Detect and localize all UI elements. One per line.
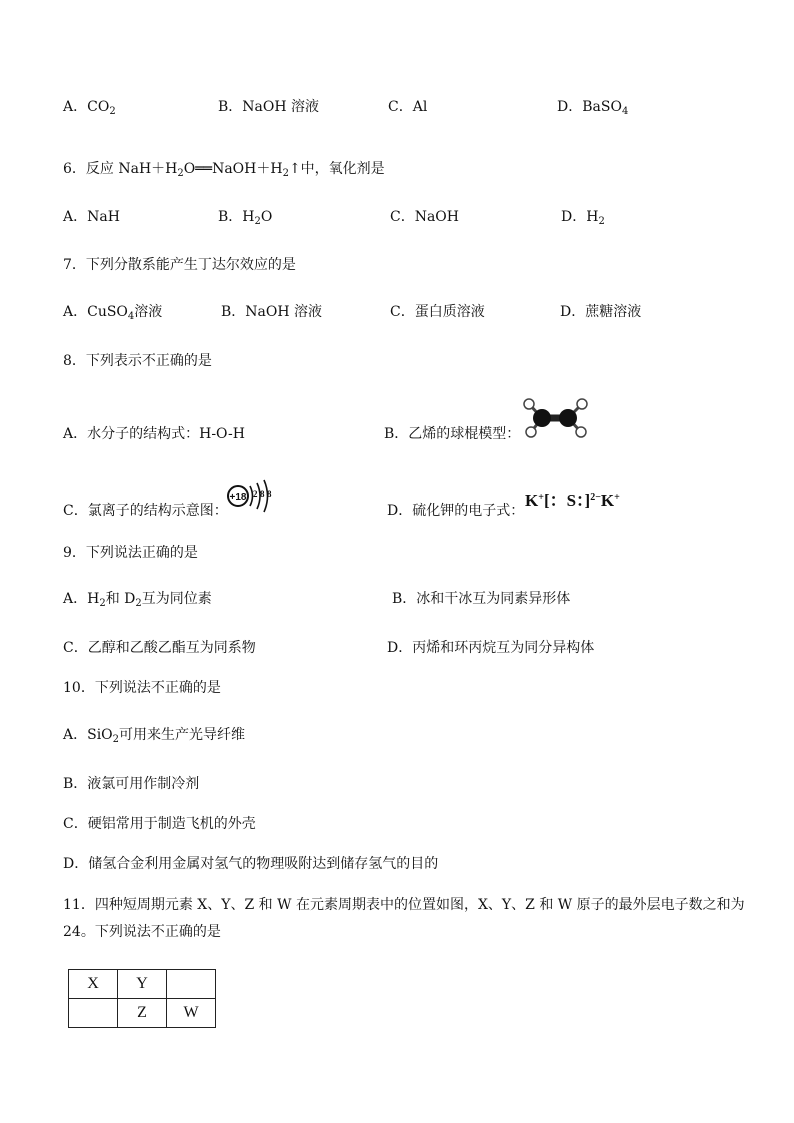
q9-option-b: B．冰和干冰互为同素异形体: [392, 591, 571, 607]
table-cell: [69, 999, 118, 1028]
table-row: [69, 970, 216, 999]
table-cell: X: [69, 970, 118, 999]
table-cell: Z: [118, 999, 167, 1028]
q6-option-d: D．$H_2$: [561, 209, 605, 227]
q10-option-b: B．液氯可用作制冷剂: [63, 776, 200, 792]
table-row: [69, 999, 216, 1028]
q7-stem: 7．下列分散系能产生丁达尔效应的是: [63, 257, 296, 273]
q8-option-c: C．氯离子的结构示意图：: [63, 503, 228, 519]
q10-option-d: D．储氢合金利用金属对氢气的物理吸附达到储存氢气的目的: [63, 856, 439, 872]
shell-3-count: 8: [267, 489, 272, 499]
ethylene-ball-stick-model-icon: [520, 396, 592, 440]
q11-stem-line-1: 11．四种短周期元素 X、Y、Z 和 W 在元素周期表中的位置如图，X、Y、Z 和 W 原子的最外层电子数之和为: [63, 897, 745, 913]
q7-option-d: D．蔗糖溶液: [560, 304, 642, 320]
q5-option-a: A．$CO_2$: [63, 99, 116, 117]
table-cell: [167, 970, 216, 999]
q8-option-a: A．水分子的结构式：H-O-H: [63, 426, 245, 442]
table-cell: W: [167, 999, 216, 1028]
q9-option-d: D．丙烯和环丙烷互为同分异构体: [387, 640, 595, 656]
q6-stem: 6．反应 $NaH+H_2O══NaOH+H_2↑$中，氧化剂是: [63, 161, 385, 179]
shell-2-count: 8: [260, 489, 265, 499]
q6-option-a: A．NaH: [63, 209, 120, 225]
q7-option-a: A．CuSO$_4$溶液: [63, 304, 163, 322]
nucleus-charge-label: +18: [229, 492, 247, 503]
table-cell: Y: [118, 970, 167, 999]
q6-option-b: B．$H_2O$: [218, 209, 273, 227]
potassium-sulfide-electron-formula: K+[：S：]$^{2-}$K+: [525, 491, 620, 510]
periodic-table-fragment: [68, 969, 216, 1028]
q11-stem-line-2: 24。下列说法不正确的是: [63, 924, 221, 940]
chloride-ion-structure-diagram-icon: [226, 479, 280, 519]
q10-option-a: A．SiO$_2$可用来生产光导纤维: [63, 727, 246, 745]
q8-option-d: D．硫化钾的电子式：: [387, 503, 525, 519]
q8-option-b: B．乙烯的球棍模型：: [384, 426, 521, 442]
q5-option-b: B．NaOH 溶液: [218, 99, 320, 115]
q9-option-c: C．乙醇和乙酸乙酯互为同系物: [63, 640, 256, 656]
q9-stem: 9．下列说法正确的是: [63, 545, 198, 561]
q5-option-c: C．Al: [388, 99, 428, 115]
q6-option-c: C．NaOH: [390, 209, 459, 225]
q8-stem: 8．下列表示不正确的是: [63, 353, 212, 369]
q7-option-b: B．NaOH 溶液: [221, 304, 323, 320]
q9-option-a: A．$H_2$和 $D_2$互为同位素: [63, 591, 212, 609]
q10-stem: 10．下列说法不正确的是: [63, 680, 221, 696]
q10-option-c: C．硬铝常用于制造飞机的外壳: [63, 816, 256, 832]
shell-1-count: 2: [253, 489, 258, 499]
q7-option-c: C．蛋白质溶液: [390, 304, 485, 320]
q5-option-d: D．BaSO$_4$: [557, 99, 629, 117]
